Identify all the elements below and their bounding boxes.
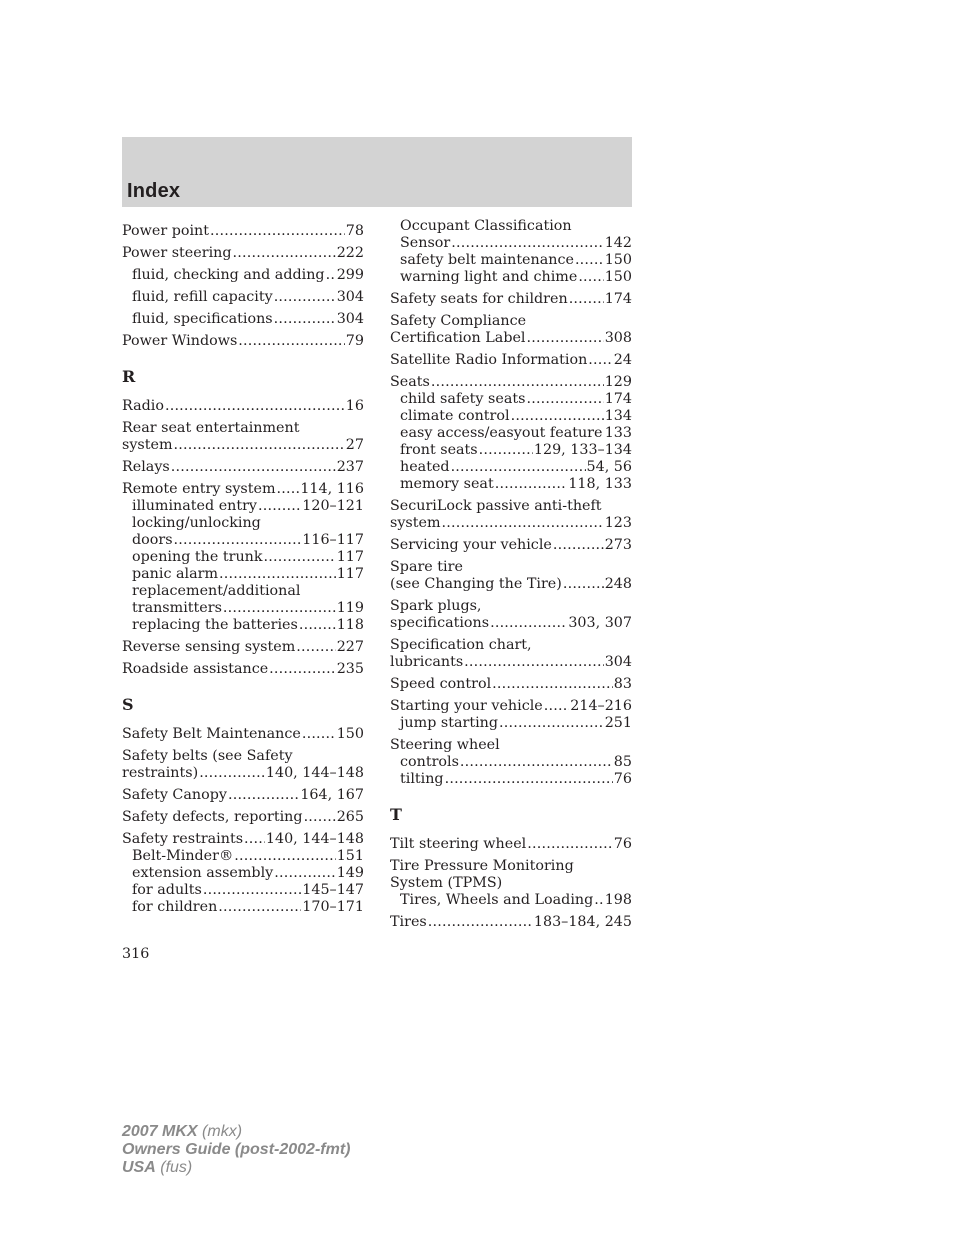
dot-leader (165, 398, 345, 415)
index-entry (390, 537, 632, 554)
index-entry-page: 304 (336, 311, 364, 327)
index-entry-page: 265 (336, 809, 364, 825)
index-letter-heading: T (390, 805, 402, 824)
dot-leader (228, 787, 299, 804)
index-entry (390, 425, 632, 442)
index-entry (390, 615, 632, 632)
index-column-left (122, 218, 364, 916)
index-entry-page: 119 (336, 600, 364, 616)
index-entry (122, 765, 364, 782)
index-entry-page: 304 (336, 289, 364, 305)
index-entry-term: system (122, 437, 173, 453)
index-entry (122, 617, 364, 634)
dot-leader (428, 914, 533, 931)
index-entry-term: easy access/easyout feature (400, 425, 603, 441)
index-entry-page: 308 (604, 330, 632, 346)
index-entry (390, 442, 632, 459)
index-entry (390, 754, 632, 771)
index-entry-term: opening the trunk (132, 549, 263, 565)
index-entry-page: 235 (336, 661, 364, 677)
dot-leader (302, 726, 336, 743)
footer-guide: Owners Guide (post-2002-fmt) (122, 1141, 351, 1158)
index-entry (122, 899, 364, 916)
index-entry-page: 222 (336, 245, 364, 261)
index-entry (122, 831, 364, 848)
index-entry-page: 120–121 (302, 498, 364, 514)
dot-leader (264, 549, 336, 566)
index-entry-term: Power steering (122, 245, 232, 261)
index-entry-page: 214–216 (570, 698, 632, 714)
index-entry-term: replacing the batteries (132, 617, 298, 633)
dot-leader (203, 882, 301, 899)
dot-leader (431, 374, 604, 391)
index-entry (122, 882, 364, 899)
index-entry-term: System (TPMS) (390, 875, 503, 891)
index-entry-term: Power Windows (122, 333, 238, 349)
index-entry (122, 437, 364, 454)
dot-leader (171, 459, 336, 476)
index-entry-term: Tilt steering wheel (390, 836, 527, 852)
index-entry-page: 140, 144–148 (265, 831, 364, 847)
index-entry (390, 374, 632, 391)
index-entry-term: Rear seat entertainment (122, 420, 300, 436)
dot-leader (544, 698, 570, 715)
index-entry (122, 600, 364, 617)
index-entry (390, 771, 632, 788)
index-entry-page: 183–184, 245 (533, 914, 632, 930)
dot-leader (274, 311, 336, 328)
dot-leader (492, 676, 613, 693)
index-entry-page: 133 (604, 425, 632, 441)
dot-leader (234, 848, 335, 865)
dot-leader (277, 481, 300, 498)
index-entry-page: 174 (604, 391, 632, 407)
index-entry (390, 654, 632, 671)
index-entry-term: safety belt maintenance (400, 252, 574, 268)
index-entry (122, 661, 364, 678)
dot-leader (174, 532, 302, 549)
index-entry-page: 227 (336, 639, 364, 655)
index-entry (390, 391, 632, 408)
header-band (122, 137, 632, 207)
index-entry (390, 737, 632, 754)
dot-leader (326, 267, 336, 284)
index-entry-page: 248 (604, 576, 632, 592)
index-entry-page: 117 (336, 566, 364, 582)
index-entry-term: Relays (122, 459, 170, 475)
index-entry-term: memory seat (400, 476, 494, 492)
index-entry (122, 398, 364, 415)
index-entry-term: doors (132, 532, 173, 548)
index-entry (390, 576, 632, 593)
index-entry-term: Tires (390, 914, 427, 930)
index-entry-page: 151 (336, 848, 364, 864)
index-entry-term: Reverse sensing system (122, 639, 296, 655)
index-entry-page: 129 (604, 374, 632, 390)
index-entry-page: 251 (604, 715, 632, 731)
index-entry-term: fluid, refill capacity (132, 289, 273, 305)
index-entry (390, 698, 632, 715)
footer (122, 1123, 350, 1177)
dot-leader (527, 330, 604, 347)
dot-leader (588, 352, 613, 369)
footer-model: 2007 MKX (122, 1123, 198, 1140)
dot-leader (218, 899, 301, 916)
page-number: 316 (122, 946, 150, 962)
index-entry-term: Safety Belt Maintenance (122, 726, 301, 742)
index-entry-page: 16 (345, 398, 364, 414)
dot-leader (269, 661, 336, 678)
index-entry (122, 420, 364, 437)
index-entry-page: 299 (336, 267, 364, 283)
index-entry-term: Belt-Minder® (132, 848, 234, 864)
index-entry-page: 150 (336, 726, 364, 742)
dot-leader (569, 291, 604, 308)
index-entry (390, 892, 632, 909)
index-entry-page: 118, 133 (568, 476, 632, 492)
index-entry-term: Remote entry system (122, 481, 276, 497)
index-entry (122, 748, 364, 765)
dot-leader (445, 771, 613, 788)
index-entry-term: Tire Pressure Monitoring (390, 858, 574, 874)
index-entry-term: restraints) (122, 765, 199, 781)
footer-model-code: (mkx) (202, 1123, 243, 1140)
dot-leader (460, 754, 613, 771)
index-entry-term: (see Changing the Tire) (390, 576, 562, 592)
index-entry-term: Spare tire (390, 559, 463, 575)
index-entry (122, 245, 364, 262)
index-entry-page: 150 (604, 269, 632, 285)
dot-leader (490, 615, 567, 632)
index-letter-heading: R (122, 367, 136, 386)
index-entry-page: 76 (613, 771, 632, 787)
index-entry-page: 303, 307 (568, 615, 632, 631)
index-entry (390, 291, 632, 308)
dot-leader (223, 600, 336, 617)
index-entry-term: transmitters (132, 600, 222, 616)
index-entry (390, 330, 632, 347)
index-entry (122, 566, 364, 583)
dot-leader (210, 223, 345, 240)
dot-leader (451, 459, 586, 476)
index-entry (390, 235, 632, 252)
index-entry-term: Certification Label (390, 330, 526, 346)
dot-leader (274, 289, 336, 306)
dot-leader (527, 836, 613, 853)
index-entry-term: Sensor (400, 235, 451, 251)
index-entry-term: Safety seats for children (390, 291, 568, 307)
index-entry-term: extension assembly (132, 865, 274, 881)
dot-leader (219, 566, 336, 583)
index-entry-page: 134 (604, 408, 632, 424)
index-entry (122, 787, 364, 804)
index-entry-page: 304 (604, 654, 632, 670)
dot-leader (442, 515, 604, 532)
index-entry-term: Safety Canopy (122, 787, 227, 803)
index-entry-term: jump starting (400, 715, 499, 731)
index-entry (122, 481, 364, 498)
index-entry-term: fluid, checking and adding (132, 267, 325, 283)
index-entry-term: Tires, Wheels and Loading (400, 892, 594, 908)
dot-leader (238, 333, 345, 350)
index-entry-term: lubricants (390, 654, 464, 670)
dot-leader (578, 269, 603, 286)
index-entry (390, 408, 632, 425)
index-entry-page: 83 (613, 676, 632, 692)
index-entry-page: 24 (613, 352, 632, 368)
index-entry-term: front seats (400, 442, 478, 458)
dot-leader (299, 617, 336, 634)
index-entry-page: 237 (336, 459, 364, 475)
index-entry-term: SecuriLock passive anti-theft (390, 498, 602, 514)
index-letter-heading: S (122, 695, 134, 714)
index-entry-term: Roadside assistance (122, 661, 269, 677)
dot-leader (526, 391, 603, 408)
index-entry (390, 875, 632, 892)
index-entry (122, 267, 364, 284)
index-entry-term: climate control (400, 408, 510, 424)
index-entry (122, 726, 364, 743)
dot-leader (575, 252, 604, 269)
index-entry-page: 114, 116 (300, 481, 364, 497)
index-entry-term: Safety Compliance (390, 313, 527, 329)
footer-market-code: (fus) (160, 1159, 193, 1176)
index-entry (122, 333, 364, 350)
index-entry-term: Steering wheel (390, 737, 500, 753)
index-entry (122, 639, 364, 656)
index-entry-term: system (390, 515, 441, 531)
index-entry-term: fluid, specifications (132, 311, 273, 327)
index-entry (390, 252, 632, 269)
index-entry (122, 583, 364, 600)
index-entry-term: Power point (122, 223, 210, 239)
index-entry (122, 311, 364, 328)
index-entry-page: 145–147 (302, 882, 364, 898)
index-entry (390, 352, 632, 369)
index-entry-term: specifications (390, 615, 490, 631)
index-entry (122, 289, 364, 306)
index-entry-page: 174 (604, 291, 632, 307)
index-entry-term: Safety belts (see Safety (122, 748, 293, 764)
dot-leader (258, 498, 301, 515)
index-entry-page: 78 (345, 223, 364, 239)
index-entry (390, 269, 632, 286)
index-entry (122, 223, 364, 240)
dot-leader (274, 865, 335, 882)
index-entry (390, 836, 632, 853)
index-entry-page: 54, 56 (586, 459, 632, 475)
index-entry-page: 85 (613, 754, 632, 770)
index-entry (122, 532, 364, 549)
index-entry-term: panic alarm (132, 566, 219, 582)
index-entry-term: Starting your vehicle (390, 698, 543, 714)
index-entry (390, 637, 632, 654)
dot-leader (479, 442, 533, 459)
index-entry (390, 914, 632, 931)
index-entry-page: 273 (604, 537, 632, 553)
dot-leader (511, 408, 604, 425)
index-entry-page: 79 (345, 333, 364, 349)
index-entry-page: 116–117 (302, 532, 364, 548)
index-entry (390, 498, 632, 515)
index-entry-term: Satellite Radio Information (390, 352, 588, 368)
index-entry-page: 164, 167 (300, 787, 364, 803)
index-entry (390, 598, 632, 615)
index-entry-page: 150 (604, 252, 632, 268)
index-entry (122, 865, 364, 882)
index-entry-page: 170–171 (302, 899, 364, 915)
dot-leader (304, 809, 336, 826)
index-entry-term: Servicing your vehicle (390, 537, 552, 553)
dot-leader (563, 576, 604, 593)
dot-leader (464, 654, 604, 671)
index-entry (390, 676, 632, 693)
page-title: Index (127, 180, 181, 202)
index-entry (122, 515, 364, 532)
index-entry-page: 76 (613, 836, 632, 852)
index-entry (122, 498, 364, 515)
index-entry (390, 218, 632, 235)
index-entry-page: 27 (345, 437, 364, 453)
index-entry-page: 129, 133–134 (533, 442, 632, 458)
footer-market: USA (122, 1159, 156, 1176)
index-entry (390, 515, 632, 532)
dot-leader (553, 537, 604, 554)
index-entry-term: Safety restraints (122, 831, 244, 847)
index-entry-term: locking/unlocking (132, 515, 261, 531)
index-entry (390, 559, 632, 576)
index-entry-term: Radio (122, 398, 164, 414)
dot-leader (451, 235, 603, 252)
dot-leader (233, 245, 336, 262)
index-entry-page: 123 (604, 515, 632, 531)
index-entry (390, 858, 632, 875)
dot-leader (495, 476, 568, 493)
dot-leader (174, 437, 345, 454)
index-entry-page: 117 (336, 549, 364, 565)
index-entry-page: 118 (336, 617, 364, 633)
index-entry (122, 459, 364, 476)
index-entry-term: child safety seats (400, 391, 526, 407)
index-entry-term: replacement/additional (132, 583, 301, 599)
dot-leader (244, 831, 265, 848)
index-entry-term: warning light and chime (400, 269, 578, 285)
index-entry-term: Occupant Classification (400, 218, 572, 234)
index-entry-term: for adults (132, 882, 202, 898)
index-entry (390, 459, 632, 476)
index-entry-term: Spark plugs, (390, 598, 482, 614)
index-entry-term: illuminated entry (132, 498, 258, 514)
index-entry-term: Speed control (390, 676, 492, 692)
index-entry-page: 198 (604, 892, 632, 908)
index-entry-term: controls (400, 754, 459, 770)
index-entry-term: for children (132, 899, 218, 915)
dot-leader (199, 765, 265, 782)
dot-leader (499, 715, 604, 732)
index-entry (390, 313, 632, 330)
index-column-right (390, 218, 632, 931)
index-entry (122, 848, 364, 865)
dot-leader (594, 892, 603, 909)
index-entry (390, 715, 632, 732)
index-entry (122, 809, 364, 826)
index-entry-term: heated (400, 459, 450, 475)
index-entry-term: Seats (390, 374, 430, 390)
index-entry-term: Specification chart, (390, 637, 532, 653)
index-entry (390, 476, 632, 493)
index-entry-term: tilting (400, 771, 444, 787)
dot-leader (296, 639, 335, 656)
index-entry-page: 140, 144–148 (265, 765, 364, 781)
index-entry (122, 549, 364, 566)
index-entry-page: 142 (604, 235, 632, 251)
index-entry-page: 149 (336, 865, 364, 881)
index-entry-term: Safety defects, reporting (122, 809, 303, 825)
